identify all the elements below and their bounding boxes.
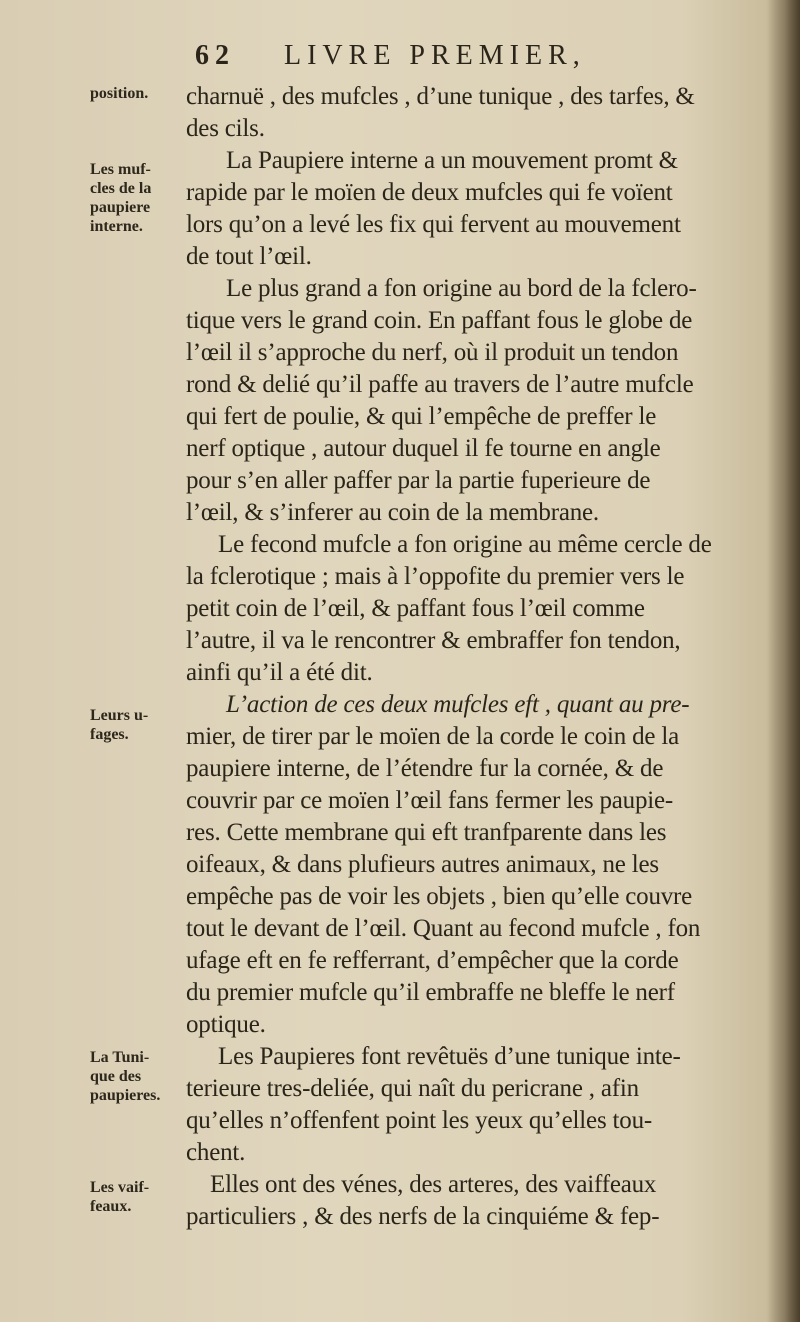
body-line: rond & delié qu’il paffe au travers de l’autre mufcle bbox=[186, 371, 694, 398]
body-line: Elles ont des vénes, des arteres, des vaiffeaux bbox=[210, 1171, 657, 1198]
body-line: du premier mufcle qu’il embraffe ne bleffe le nerf bbox=[186, 979, 675, 1006]
body-line: Les Paupieres font revêtuës d’une tunique inte- bbox=[218, 1043, 681, 1070]
body-line: La Paupiere interne a un mouvement promt & bbox=[226, 147, 678, 174]
page-number: 62 bbox=[195, 40, 235, 71]
body-line: Le plus grand a fon origine au bord de la fclero- bbox=[226, 275, 697, 302]
body-line: pour s’en aller paffer par la partie fuperieure de bbox=[186, 467, 651, 494]
body-line: couvrir par ce moïen l’œil fans fermer les paupie- bbox=[186, 787, 674, 814]
body-line: L’action de ces deux mufcles eft , quant au pre- bbox=[226, 691, 690, 718]
body-line: chent. bbox=[186, 1139, 246, 1166]
body-line: l’œil, & s’inferer au coin de la membrane. bbox=[186, 499, 599, 526]
margin-note-la-tunique: La Tuni- que des paupieres. bbox=[90, 1049, 161, 1104]
body-line: rapide par le moïen de deux mufcles qui fe voïent bbox=[186, 179, 673, 206]
body-line: l’œil il s’approche du nerf, où il produit un tendon bbox=[186, 339, 679, 366]
margin-note-position: position. bbox=[90, 85, 149, 102]
body-line: paupiere interne, de l’étendre fur la cornée, & de bbox=[186, 755, 664, 782]
body-line: particuliers , & des nerfs de la cinquiéme & fep- bbox=[186, 1203, 660, 1230]
book-spine-shadow bbox=[766, 0, 800, 1322]
body-line: lors qu’on a levé les fix qui fervent au mouvement bbox=[186, 211, 681, 238]
margin-note-les-muscles: Les muf- cles de la paupiere interne. bbox=[90, 161, 152, 235]
margin-note-les-vaisseaux: Les vaif- feaux. bbox=[90, 1179, 150, 1215]
body-line: terieure tres-deliée, qui naît du pericrane , afin bbox=[186, 1075, 639, 1102]
body-line: Le fecond mufcle a fon origine au même cercle de bbox=[218, 531, 712, 558]
running-header bbox=[195, 40, 715, 80]
body-line: tout le devant de l’œil. Quant au fecond mufcle , fon bbox=[186, 915, 701, 942]
body-line: la fclerotique ; mais à l’oppofite du premier vers le bbox=[186, 563, 685, 590]
body-line: qui fert de poulie, & qui l’empêche de preffer le bbox=[186, 403, 657, 430]
body-line: nerf optique , autour duquel il fe tourne en angle bbox=[186, 435, 661, 462]
body-line: optique. bbox=[186, 1011, 266, 1038]
body-line: ufage eft en fe refferrant, d’empêcher que la corde bbox=[186, 947, 679, 974]
body-line: tique vers le grand coin. En paffant fous le globe de bbox=[186, 307, 693, 334]
margin-note-leurs-usages: Leurs u- fages. bbox=[90, 707, 149, 743]
running-title: LIVRE PREMIER, bbox=[284, 40, 586, 71]
body-line: mier, de tirer par le moïen de la corde le coin de la bbox=[186, 723, 680, 750]
body-line: l’autre, il va le rencontrer & embraffer fon tendon, bbox=[186, 627, 681, 654]
body-line: des cils. bbox=[186, 115, 265, 142]
body-line: oifeaux, & dans plufieurs autres animaux, ne les bbox=[186, 851, 659, 878]
body-line: res. Cette membrane qui eft tranfparente dans les bbox=[186, 819, 667, 846]
body-line: ainfi qu’il a été dit. bbox=[186, 659, 373, 686]
body-line: charnuë , des mufcles , d’une tunique , des tarfes, & bbox=[186, 83, 695, 110]
body-line: petit coin de l’œil, & paffant fous l’œil comme bbox=[186, 595, 645, 622]
body-line: empêche pas de voir les objets , bien qu’elle couvre bbox=[186, 883, 693, 910]
body-line: de tout l’œil. bbox=[186, 243, 312, 270]
body-line: qu’elles n’offenfent point les yeux qu’elles tou- bbox=[186, 1107, 652, 1134]
